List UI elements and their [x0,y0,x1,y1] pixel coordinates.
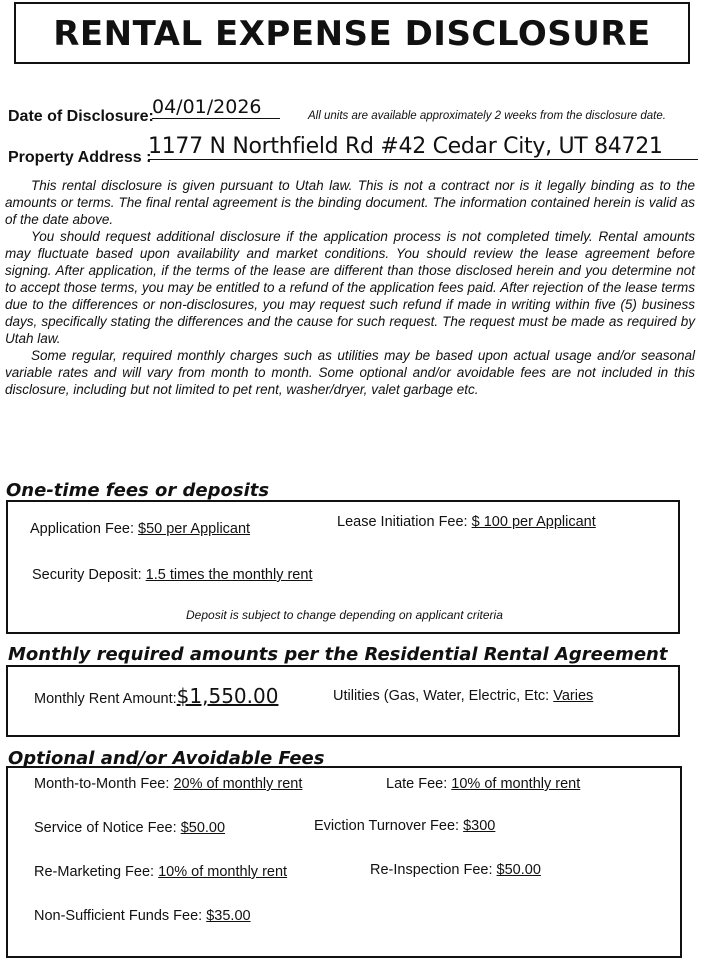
service-notice-value: $50.00 [180,820,226,836]
late-fee [386,776,580,792]
application-fee [30,521,250,537]
deposit-note: Deposit is subject to change depending on applicant criteria [186,608,503,622]
security-deposit [32,567,312,583]
optional-box [6,766,682,958]
remarketing-label: Re-Marketing Fee: [34,864,155,880]
address-value: 1177 N Northfield Rd #42 Cedar City, UT 84721 [148,134,698,160]
nsf-value: $35.00 [206,908,251,924]
eviction-label: Eviction Turnover Fee: [314,818,460,834]
application-fee-label: Application Fee: [30,521,134,537]
late-fee-label: Late Fee: [386,776,448,792]
lease-initiation-label: Lease Initiation Fee: [337,514,468,530]
lease-initiation-value: $ 100 per Applicant [471,514,596,530]
remarketing-value: 10% of monthly rent [158,864,288,880]
date-value: 04/01/2026 [152,96,280,119]
date-label: Date of Disclosure: [8,108,154,125]
security-deposit-label: Security Deposit: [32,567,142,583]
monthly-rent-label: Monthly Rent Amount: [34,691,177,707]
reinspection-fee [370,862,541,878]
lease-initiation-fee [337,514,596,530]
nsf-fee [34,908,251,924]
reinspection-value: $50.00 [496,862,541,878]
paragraph-2: You should request additional disclosure if the application process is not completed timely. Rental amounts may fluctuate based upon availability and market conditions. You should review the lease agreement before signing. After application, if the terms of the lease are different than those disclosed herein and you determine not to accept those terms, you may be entitled to a refund of the application fees paid. After rejection of the lease terms due to the differences or non-disclosures, you may request such refund if made in writing within five (5) business days, specifically stating the differences and the cause for such request. The request must be made as required by Utah law. [5,229,695,346]
remarketing-fee [34,864,287,880]
utilities-value: Varies [553,688,594,704]
optional-heading: Optional and/or Avoidable Fees [8,748,325,769]
service-notice-label: Service of Notice Fee: [34,820,177,836]
disclosure-text [5,177,695,398]
monthly-heading: Monthly required amounts per the Residential Rental Agreement [8,644,668,665]
security-deposit-value: 1.5 times the monthly rent [145,567,313,583]
utilities [333,688,593,704]
utilities-label: Utilities (Gas, Water, Electric, Etc: [333,688,550,704]
paragraph-1: This rental disclosure is given pursuant to Utah law. This is not a contract nor is it legally binding as to the amounts or terms. The final rental agreement is the binding document. The information contained herein is valid as of the date above. [5,178,695,227]
month-to-month-value: 20% of monthly rent [173,776,303,792]
monthly-rent-value: $1,550.00 [176,684,279,708]
paragraph-3: Some regular, required monthly charges such as utilities may be based upon actual usage and/or seasonal variable rates and will vary from month to month. Some optional and/or avoidable fees are not included in this disclosure, including but not limited to pet rent, washer/dryer, valet garbage etc. [5,348,695,397]
availability-note: All units are available approximately 2 weeks from the disclosure date. [308,110,666,122]
month-to-month-fee [34,776,302,792]
eviction-value: $300 [463,818,496,834]
nsf-label: Non-Sufficient Funds Fee: [34,908,203,924]
one-time-heading: One-time fees or deposits [6,480,270,501]
address-label: Property Address : [8,149,152,166]
reinspection-label: Re-Inspection Fee: [370,862,493,878]
monthly-rent [34,684,278,708]
eviction-turnover-fee [314,818,495,834]
application-fee-value: $50 per Applicant [138,521,251,537]
service-notice-fee [34,820,225,836]
document-title: RENTAL EXPENSE DISCLOSURE [53,14,651,54]
late-fee-value: 10% of monthly rent [451,776,581,792]
month-to-month-label: Month-to-Month Fee: [34,776,170,792]
